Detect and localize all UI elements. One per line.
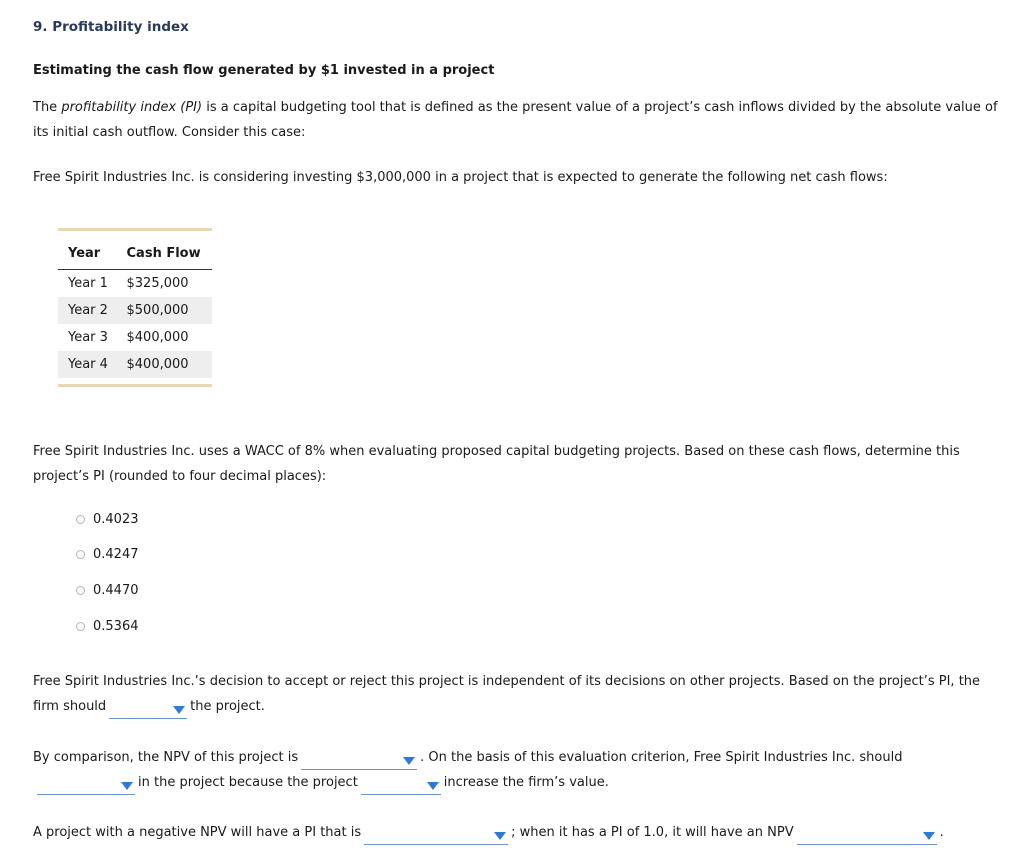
option-label: 0.4023: [93, 512, 139, 527]
pi-range-dropdown[interactable]: [364, 828, 508, 845]
table-cell-cash-flow: $500,000: [115, 297, 212, 324]
invest-dropdown[interactable]: [37, 778, 135, 795]
cash-flow-table: [58, 228, 212, 387]
pi-option-1[interactable]: [76, 512, 139, 527]
npv-paragraph: [33, 745, 998, 795]
chevron-down-icon: [403, 757, 415, 765]
table-cell-year: Year 4: [58, 351, 115, 378]
negative-text-b: ; when it has a PI of 1.0, it will have an NPV: [511, 825, 794, 840]
intro-prefix: The: [33, 100, 62, 115]
decision-text-b: the project.: [190, 699, 265, 714]
npv-text-c: in the project because the project: [138, 775, 358, 790]
chevron-down-icon: [923, 832, 935, 840]
will-increase-dropdown[interactable]: [361, 778, 441, 795]
npv-text-a: By comparison, the NPV of this project is: [33, 750, 299, 765]
table-cell-year: Year 2: [58, 297, 115, 324]
npv-text-d: increase the firm’s value.: [443, 775, 609, 790]
radio-button[interactable]: [76, 622, 85, 631]
negative-text-c: .: [939, 825, 944, 840]
table-cell-cash-flow: $400,000: [126, 330, 189, 345]
table-cell-year: Year 1: [68, 276, 108, 291]
option-label: 0.4247: [93, 547, 139, 562]
chevron-down-icon: [121, 782, 133, 790]
intro-paragraph: [33, 95, 998, 145]
npv-value-dropdown[interactable]: [301, 753, 417, 770]
table-cell-cash-flow: $400,000: [115, 351, 212, 378]
table-cell-year: Year 3: [68, 330, 108, 345]
intro-suffix: is a capital budgeting tool that is defined as the present value of a project’s cash inflows divided by the absolute value of its initial cash outflow. Consider this case:: [33, 100, 998, 140]
chevron-down-icon: [427, 782, 439, 790]
table-row: [58, 270, 212, 298]
table-header-cash-flow: Cash Flow: [115, 231, 212, 270]
case-paragraph: Free Spirit Industries Inc. is considering investing $3,000,000 in a project that is expected to generate the following net cash flows:: [33, 170, 888, 185]
option-label: 0.4470: [93, 583, 139, 598]
table-header-year: Year: [58, 231, 115, 270]
table-row: [58, 324, 212, 351]
npv-text-b: . On the basis of this evaluation criterion, Free Spirit Industries Inc. should: [420, 750, 903, 765]
negative-text-a: A project with a negative NPV will have a PI that is: [33, 825, 362, 840]
section-subtitle: Estimating the cash flow generated by $1 invested in a project: [33, 63, 495, 78]
decision-paragraph: [33, 669, 998, 719]
table-bottom-bar: [58, 384, 212, 387]
chevron-down-icon: [494, 832, 506, 840]
decision-text-a: Free Spirit Industries Inc.’s decision to accept or reject this project is independent of its decisions on other projects. Based on the project’s PI, the firm should: [33, 674, 981, 714]
intro-term: profitability index (PI): [61, 100, 203, 115]
table-row: [58, 351, 212, 378]
pi-option-3[interactable]: [76, 583, 139, 598]
radio-button[interactable]: [76, 586, 85, 595]
accept-reject-dropdown[interactable]: [109, 702, 187, 719]
pi-option-2[interactable]: [76, 547, 139, 562]
option-label: 0.5364: [93, 619, 139, 634]
radio-button[interactable]: [76, 515, 85, 524]
npv-at-pi-one-dropdown[interactable]: [797, 828, 937, 845]
negative-npv-paragraph: [33, 820, 998, 845]
page-title: 9. Profitability index: [33, 19, 189, 35]
chevron-down-icon: [173, 706, 185, 714]
pi-option-4[interactable]: [76, 619, 139, 634]
table-row: [58, 297, 212, 324]
table-cell-cash-flow: $325,000: [126, 276, 189, 291]
question-paragraph: Free Spirit Industries Inc. uses a WACC of 8% when evaluating proposed capital budgeting projects. Based on these cash flows, determine this project’s PI (rounded to four decimal places):: [33, 444, 960, 484]
radio-button[interactable]: [76, 550, 85, 559]
